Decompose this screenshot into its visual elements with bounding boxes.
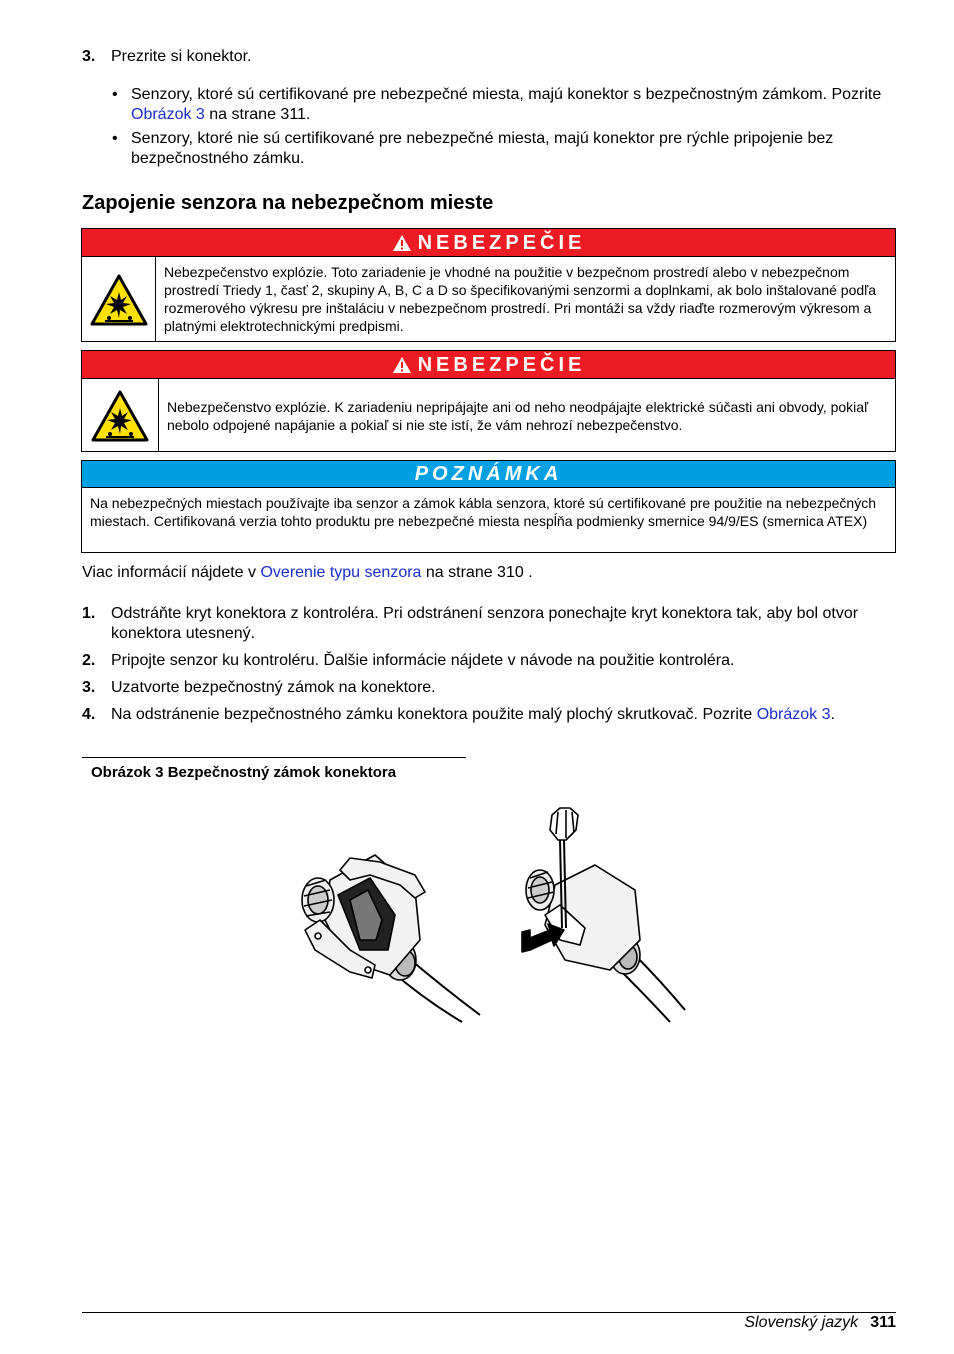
note-text: Na nebezpečných miestach používajte iba senzor a zámok kábla senzora, ktoré sú certifikované pre použitie na nebezpečných miestach. Certifikovaná verzia tohto produktu pre nebezpečné miesta nespĺňa podmienky smernice 94/9/ES (smernica ATEX) — [90, 495, 877, 529]
step-text: Pripojte senzor ku kontroléru. Ďalšie informácie nájdete v návode na použitie kontroléra. — [111, 652, 735, 669]
figure-3-link[interactable]: Obrázok 3 — [756, 706, 831, 723]
bullet-text: na strane 311. — [204, 106, 311, 123]
danger-header-label: NEBEZPEČIE — [417, 353, 586, 376]
step-number: 3. — [82, 48, 96, 65]
danger-header-label: NEBEZPEČIE — [417, 231, 586, 254]
bullet-mark: • — [112, 130, 118, 147]
bullet-text: Senzory, ktoré sú certifikované pre nebezpečné miesta, majú konektor s bezpečnostným zámkom. Pozrite — [131, 86, 882, 103]
danger-text: Nebezpečenstvo explózie. Toto zariadenie je vhodné na použitie v bezpečnom prostredí alebo v nebezpečnom prostredí Triedy 1, časť 2, skupiny A, B, C a D so špecifikovanými senzormi a doplnkami, ak bolo inštalované podľa rozmerového výkresu pre inštaláciu v nebezpečnom prostredí. Pri montáži sa vždy riaďte rozmerovým výkresom a platnými elektrotechnickými predpismi. — [164, 264, 877, 334]
note-box — [81, 460, 896, 553]
step-text: Prezrite si konektor. — [111, 48, 252, 65]
danger-header — [82, 229, 895, 257]
step-number: 2. — [82, 652, 96, 669]
step-number: 4. — [82, 706, 96, 723]
page-footer — [744, 1313, 896, 1333]
section-title: Zapojenie senzora na nebezpečnom mieste — [82, 192, 494, 214]
connector-lock-illustration — [200, 800, 780, 1030]
figure-caption: Obrázok 3 Bezpečnostný zámok konektora — [91, 764, 397, 781]
bullet-item: Senzory, ktoré nie sú certifikované pre nebezpečné miesta, majú konektor pre rýchle pripojenie bez bezpečnostného zámku. — [131, 130, 834, 167]
more-info-text: Viac informácií nájdete v — [82, 564, 261, 581]
more-info-text: na strane 310 . — [421, 564, 533, 581]
figure-3-link[interactable]: Obrázok 3 — [131, 106, 205, 123]
warning-triangle-icon — [392, 234, 412, 252]
page-number: 311 — [870, 1314, 896, 1331]
step-number: 1. — [82, 605, 96, 622]
step-number: 3. — [82, 679, 96, 696]
note-header: POZNÁMKA — [82, 461, 895, 488]
sensor-type-link[interactable]: Overenie typu senzora — [260, 564, 422, 581]
explosion-hazard-icon — [82, 257, 156, 342]
more-info — [82, 563, 533, 583]
danger-box — [81, 350, 896, 452]
figure-rule — [82, 757, 466, 758]
bullet-item — [131, 85, 901, 125]
footer-language: Slovenský jazyk — [744, 1314, 859, 1331]
explosion-hazard-icon — [82, 379, 159, 452]
bullet-mark: • — [112, 86, 118, 103]
danger-box — [81, 228, 896, 342]
step-item — [111, 705, 901, 725]
warning-triangle-icon — [392, 356, 412, 374]
danger-text: Nebezpečenstvo explózie. K zariadeniu nepripájajte ani od neho neodpájajte elektrické súčasti ani obvody, pokiaľ nebolo odpojené napájanie a pokiaľ si nie ste istí, že vám nehrozí nebezpečenstvo. — [167, 398, 869, 433]
danger-header — [82, 351, 895, 379]
step-text: Odstráňte kryt konektora z kontroléra. Pri odstránení senzora ponechajte kryt konektora tak, aby bol otvor konektora utesnený. — [111, 605, 859, 642]
step-text: Na odstránenie bezpečnostného zámku konektora použite malý plochý skrutkovač. Pozrite — [111, 706, 757, 723]
step-text: . — [830, 706, 835, 723]
step-text: Uzatvorte bezpečnostný zámok na konektore. — [111, 679, 436, 696]
